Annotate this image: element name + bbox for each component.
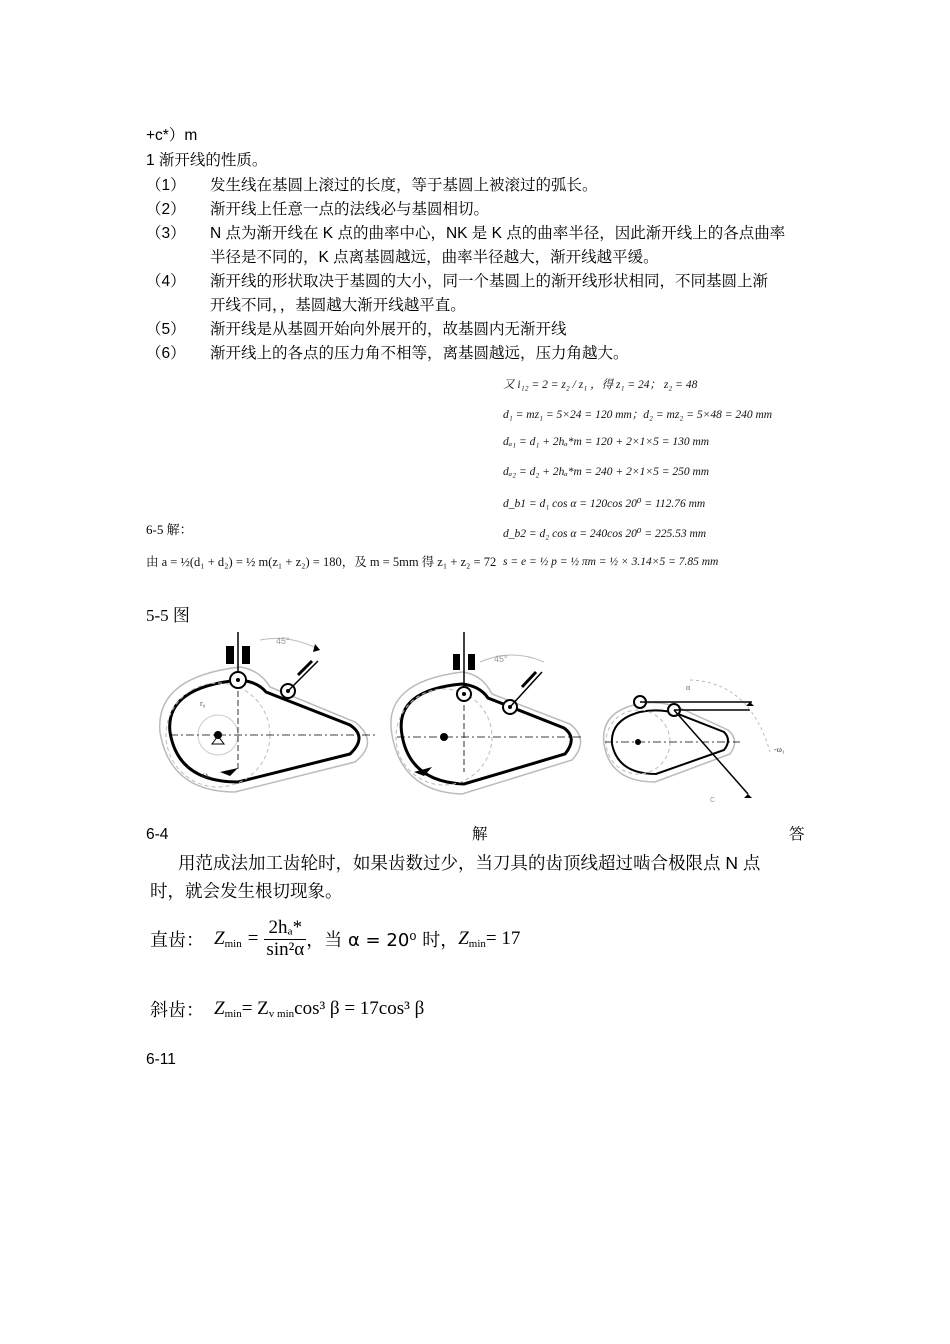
calc-line-4: dₐ₂ = d₂ + 2hₐ*m = 240 + 2×1×5 = 250 mm bbox=[503, 466, 710, 478]
solution-6-4-right: 答 bbox=[789, 826, 805, 843]
calc-line-3: dₐ₁ = d₁ + 2hₐ*m = 120 + 2×1×5 = 130 mm bbox=[503, 436, 710, 448]
solution-6-5-equation: 由 a = ½(d₁ + d₂) = ½ m(z₁ + z₂) = 180，及 m = 5mm 得 z₁ + z₂ = 72 bbox=[146, 555, 497, 569]
cam-figure-2 bbox=[391, 632, 582, 794]
svg-text:-ω₁: -ω₁ bbox=[774, 745, 785, 754]
calc-line-2: d₁ = mz₁ = 5×24 = 120 mm；d₂ = mz₂ = 5×48 = 240 mm bbox=[503, 409, 773, 421]
calc-line-6: d_b2 = d₂ cos α = 240cos 20⁰ = 225.53 mm bbox=[503, 528, 707, 540]
svg-text:ω₁: ω₁ bbox=[202, 770, 212, 780]
property-1: （1） 发生线在基圆上滚过的长度，等于基圆上被滚过的弧长。 bbox=[146, 177, 598, 194]
undercut-line-1: 用范成法加工齿轮时，如果齿数过少，当刀具的齿顶线超过啮合极限点 N 点 bbox=[178, 853, 761, 873]
undercut-paragraph bbox=[150, 849, 760, 905]
solution-6-4-mid: 解 bbox=[472, 826, 488, 843]
cam-figure-3 bbox=[604, 680, 785, 804]
property-3-cont: 半径是不同的，K 点离基圆越远，曲率半径越大，渐开线越平缓。 bbox=[210, 249, 659, 266]
cam-figure-1 bbox=[160, 632, 375, 792]
property-4-cont: 开线不同，，基圆越大渐开线越平直。 bbox=[210, 297, 466, 314]
property-2: （2） 渐开线上任意一点的法线必与基圆相切。 bbox=[146, 201, 490, 218]
property-4: （4） 渐开线的形状取决于基圆的大小，同一个基圆上的渐开线形状相同，不同基圆上渐 bbox=[146, 273, 769, 290]
angle-45-label-1: 45° bbox=[276, 636, 290, 646]
section-title: 1 渐开线的性质。 bbox=[146, 152, 268, 169]
property-6: （6） 渐开线上的各点的压力角不相等，离基圆越远，压力角越大。 bbox=[146, 345, 629, 362]
angle-45-label-2: 45° bbox=[494, 654, 508, 664]
footer-label-6-11: 6-11 bbox=[146, 1051, 176, 1068]
solution-6-5-label: 6-5 解： bbox=[146, 522, 193, 537]
property-5: （5） 渐开线是从基圆开始向外展开的，故基圆内无渐开线 bbox=[146, 321, 567, 338]
figure-5-5-label: 5-5 图 bbox=[146, 606, 190, 625]
helical-gear-formula: 斜齿： Z min = Z v min cos³ β = 17cos³ β bbox=[150, 998, 425, 1021]
property-list bbox=[146, 175, 785, 365]
calc-line-5: d_b1 = d₁ cos α = 120cos 20⁰ = 112.76 mm bbox=[503, 498, 706, 510]
calc-line-1: 又 i₁₂ = 2 = z₂ / z₁ ，得 z₁ = 24； z₂ = 48 bbox=[503, 379, 698, 391]
calc-line-7: s = e = ½ p = ½ πm = ½ × 3.14×5 = 7.85 mm bbox=[503, 556, 719, 568]
solution-6-4-label: 6-4 bbox=[146, 826, 169, 843]
undercut-line-2: 时，就会发生根切现象。 bbox=[150, 881, 343, 901]
property-3: （3） N 点为渐开线在 K 点的曲率中心，NK 是 K 点的曲率半径，因此渐开线上的各点曲率 bbox=[146, 225, 786, 242]
spur-gear-formula: 直齿： Z min = $\frac{\text{2hₐ*}}{\text{sin²α}}$ ，当 α = 20⁰ 时， Z min = 17 bbox=[150, 917, 521, 960]
svg-text:α: α bbox=[686, 683, 691, 692]
svg-text:C: C bbox=[710, 797, 716, 804]
cam-figures bbox=[150, 632, 810, 810]
top-line: +c*）m bbox=[146, 127, 198, 144]
svg-text:r₀: r₀ bbox=[200, 699, 206, 708]
